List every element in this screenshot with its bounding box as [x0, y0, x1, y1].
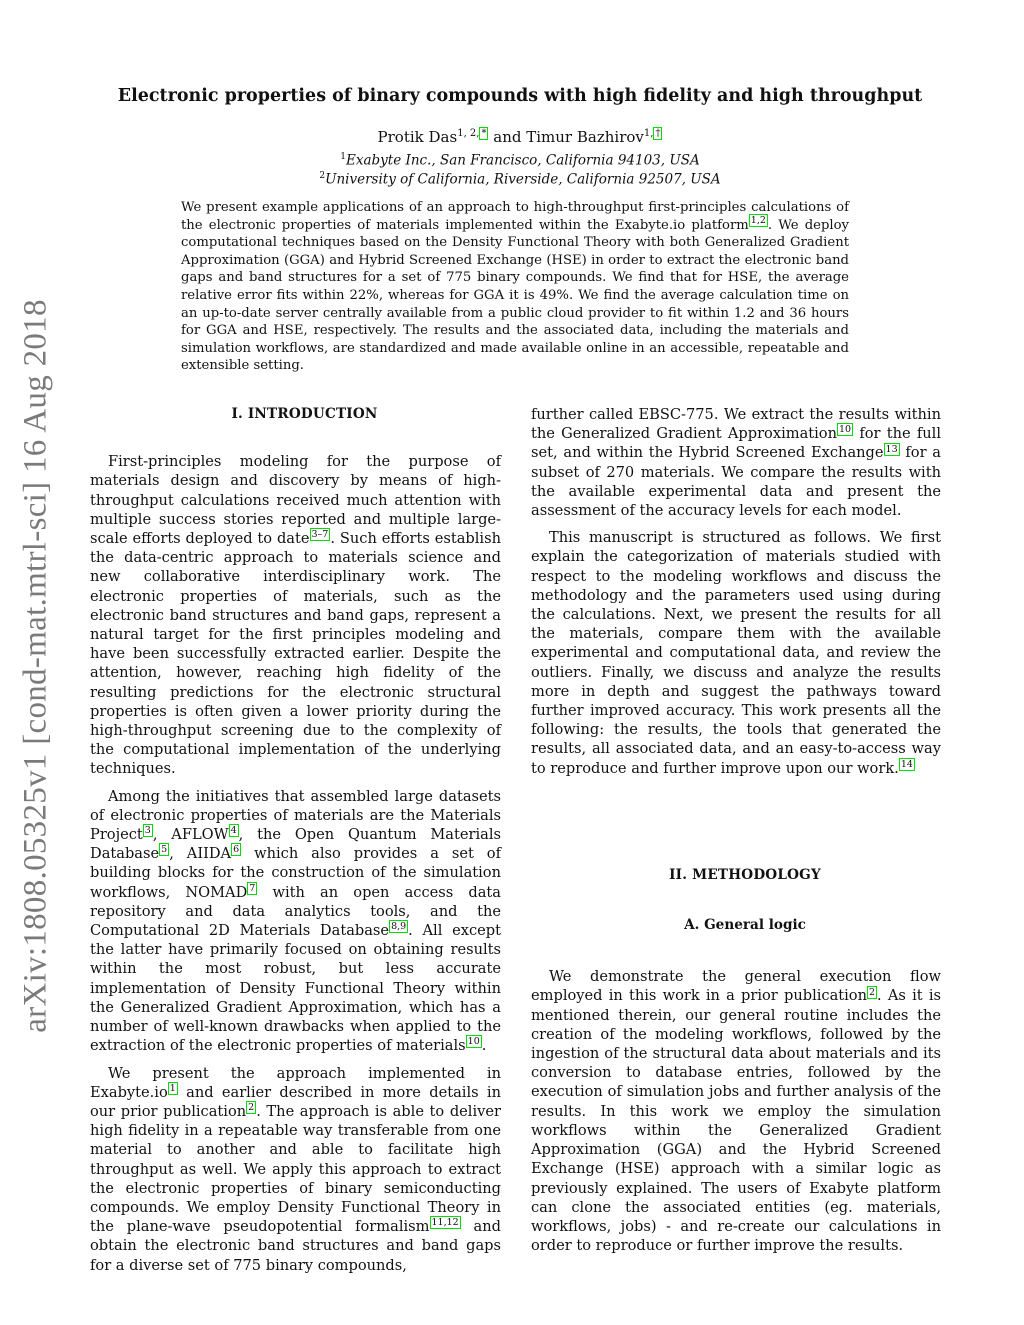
author-line — [90, 128, 950, 146]
text: . As it is mentioned therein, our general routine includes the creation of the modeling workflows, followed by the ingestion of the structural data about materials and its conversion to database entries, followed by the execution of simulation jobs and further analysis of the results. In this work we employ the simulation workflows within the Generalized Gradient Approximation (GGA) and the Hybrid Screened Exchange (HSE) approach with a similar logic as previously explained. The users of Exabyte platform can clone the associated entities (eg. materials, workflows, jobs) - and re-create our calculations in order to reproduce or further improve the results. — [531, 987, 941, 1255]
text: for the full set, and within the Hybrid Screened Exchange — [531, 425, 941, 462]
citation-link[interactable]: 5 — [161, 844, 168, 856]
author-1-affil: 1, 2, — [457, 128, 480, 139]
text: First-principles modeling for the purpose of materials design and discovery by means of high-throughput calculations received much attention with multiple success stories reported and multiple large-scale efforts deployed to date — [90, 453, 501, 548]
abstract — [181, 199, 849, 375]
methodology-paragraph-1 — [531, 967, 941, 1255]
citation-link[interactable]: 7 — [249, 882, 256, 894]
author-2-affil: 1, — [643, 128, 654, 139]
paper-title: Electronic properties of binary compounds with high fidelity and high throughput — [117, 86, 923, 106]
text: . Such efforts establish the data-centric approach to materials science and new collaborative interdisciplinary work. The electronic properties of materials, such as the electronic band structures and band gaps, represent a natural target for the first principles modeling and have been successfully extracted earlier. Despite the attention, however, reaching high fidelity of the resulting predictions for the electronic structural properties is often given a lower priority during the high-throughput screening due to the complexity of the computational implementation of the underlying techniques. — [90, 530, 501, 778]
text: further called EBSC-775. We extract the results within the Generalized Gradient Approximation — [531, 406, 941, 443]
arxiv-identifier-text: arXiv:1808.05325v1 [cond-mat.mtrl-sci] 16 Aug 2018 — [17, 299, 54, 1033]
text: Among the initiatives that assembled large datasets of electronic properties of materials are the Materials Project — [90, 787, 501, 844]
intro-paragraph-1 — [90, 452, 501, 778]
section-heading-methodology: II. METHODOLOGY — [669, 866, 821, 883]
text: , the Open Quantum Materials Database — [90, 826, 501, 863]
affiliation-2 — [90, 171, 950, 188]
citation-link[interactable]: 1,2 — [750, 215, 766, 227]
intro-paragraph-5 — [531, 528, 941, 778]
citation-link[interactable]: 8,9 — [391, 921, 407, 933]
text: . All except the latter have primarily focused on obtaining results within the most robust, but less accurate implementation of Density Functional Theory within the Generalized Gradient Approximation, which has a number of well-known drawbacks when applied to the extraction of the electronic properties of materials — [90, 922, 501, 1055]
author-2: Timur Bazhirov — [526, 128, 644, 146]
text: , AIIDA — [169, 845, 232, 863]
text: and earlier described in more details in our prior publication — [90, 1083, 501, 1120]
text: and obtain the electronic band structures and band gaps for a diverse set of 775 binary compounds, — [90, 1218, 501, 1274]
citation-link[interactable]: 10 — [467, 1036, 480, 1048]
right-column — [531, 405, 941, 1255]
affiliation-2-num: 2 — [319, 171, 326, 181]
text: for a subset of 270 materials. We compare the results with the available experimental data and present the assessment of the accuracy levels for each model. — [531, 444, 941, 520]
intro-paragraph-4 — [531, 405, 941, 520]
text: , AFLOW — [152, 826, 229, 844]
citation-link[interactable]: 3–7 — [311, 529, 329, 541]
subsection-heading-general-logic: A. General logic — [684, 917, 806, 934]
affiliation-1-text: Exabyte Inc., San Francisco, California 94103, USA — [346, 152, 700, 169]
text: This manuscript is structured as follows. We first explain the categorization of materials studied with respect to the modeling workflows and discuss the methodology and the parameters used using during the calculations. Next, we present the results for all the materials, compare them with the available experimental and computational data, and review the outliers. Finally, we discuss and analyze the results more in depth and suggest the pathways toward further improved accuracy. This work presents all the following: the results, the tools that generated the results, all associated data, and an easy-to-access way to reproduce and further improve upon our work. — [531, 529, 941, 777]
author-and: and — [493, 128, 522, 146]
text: We demonstrate the general execution flow employed in this work in a prior publication — [531, 968, 941, 1005]
arxiv-identifier — [0, 0, 60, 1325]
affiliation-1 — [90, 152, 950, 169]
abstract-text-1: We present example applications of an approach to high-throughput first-principles calculations of the electronic properties of materials implemented within the Exabyte.io platform — [181, 200, 849, 233]
citation-link[interactable]: 14 — [900, 758, 913, 770]
author-2-footnote-link[interactable]: † — [655, 128, 661, 139]
intro-paragraph-3 — [90, 1064, 501, 1275]
citation-link[interactable]: 10 — [839, 424, 852, 436]
author-1: Protik Das — [377, 128, 458, 146]
text: We present the approach implemented in Exabyte.io — [90, 1064, 501, 1101]
citation-link[interactable]: 6 — [233, 844, 240, 856]
citation-link[interactable]: 13 — [885, 443, 898, 455]
intro-paragraph-2 — [90, 787, 501, 1056]
citation-link[interactable]: 3 — [144, 825, 151, 837]
affiliation-1-num: 1 — [340, 152, 346, 162]
text: . — [481, 1037, 487, 1055]
section-heading-introduction: I. INTRODUCTION — [231, 406, 378, 422]
author-1-footnote-link[interactable]: * — [481, 128, 487, 139]
citation-link[interactable]: 11,12 — [431, 1217, 459, 1229]
citation-link[interactable]: 1 — [169, 1082, 176, 1094]
left-column — [90, 405, 501, 1275]
text: . The approach is able to deliver high fidelity in a repeatable way transferable from one material to another and able to facilitate high throughput as well. We apply this approach to extract the electronic properties of binary semiconducting compounds. We employ Density Functional Theory in the plane-wave pseudopotential formalism — [90, 1102, 501, 1236]
citation-link[interactable]: 2 — [248, 1102, 255, 1114]
affiliation-2-text: University of California, Riverside, California 92507, USA — [325, 171, 721, 188]
text: with an open access data repository and data analytics tools, and the Computational 2D Materials Database — [90, 883, 501, 940]
abstract-text-2: . We deploy computational techniques based on the Density Functional Theory with both Generalized Gradient Approximation (GGA) and Hybrid Screened Exchange (HSE) in order to extract the electronic band gaps and band structures for a set of 775 binary compounds. We find that for HSE, the average relative error fits within 22%, whereas for GGA it is 49%. We find the average calculation time on an up-to-date server centrally available from a public cloud provider to fit within 1.2 and 36 hours for GGA and HSE, respectively. The results and the associated data, including the materials and simulation workflows, are standardized and made available online in an accessible, repeatable and extensible setting. — [181, 217, 850, 374]
citation-link[interactable]: 2 — [869, 986, 876, 998]
text: which also provides a set of building blocks for the construction of the simulation workflows, NOMAD — [90, 845, 501, 901]
citation-link[interactable]: 4 — [230, 825, 237, 837]
